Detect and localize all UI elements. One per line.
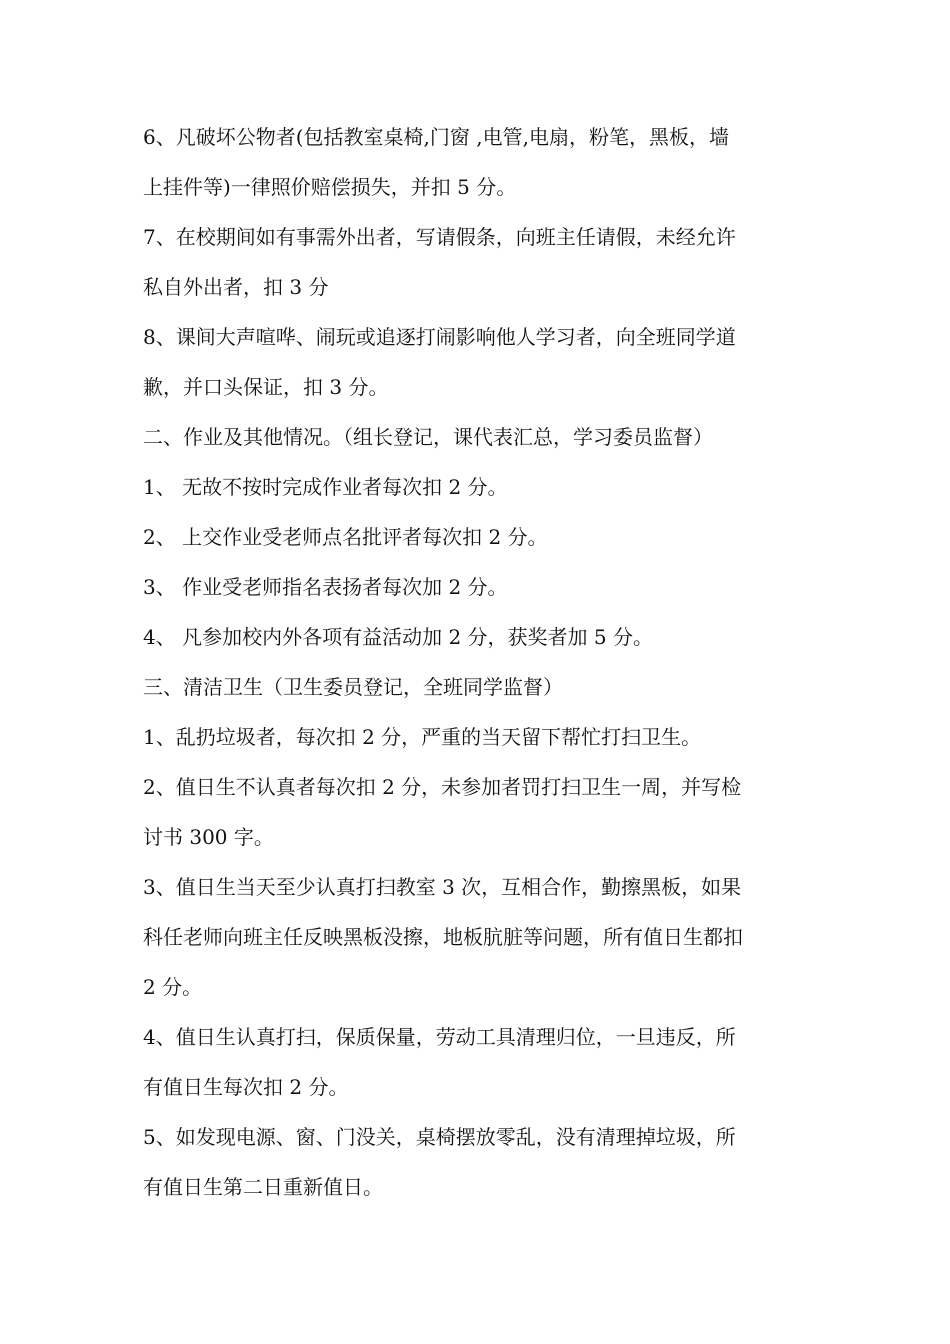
text-line-20: 有值日生每次扣 2 分。	[143, 1075, 349, 1099]
text-line-5: 8、课间大声喧哗、闹玩或追逐打闹影响他人学习者，向全班同学道	[143, 325, 736, 349]
text-line-11: 4、 凡参加校内外各项有益活动加 2 分，获奖者加 5 分。	[143, 625, 653, 649]
text-line-19: 4、值日生认真打扫，保质保量，劳动工具清理归位，一旦违反，所	[143, 1025, 736, 1049]
text-line-2: 上挂件等)一律照价赔偿损失，并扣 5 分。	[143, 175, 517, 199]
text-line-8: 1、 无故不按时完成作业者每次扣 2 分。	[143, 475, 508, 499]
text-line-14: 2、值日生不认真者每次扣 2 分，未参加者罚打扫卫生一周，并写检	[143, 775, 742, 799]
text-line-15: 讨书 300 字。	[143, 825, 274, 849]
text-line-21: 5、如发现电源、窗、门没关，桌椅摆放零乱，没有清理掉垃圾，所	[143, 1125, 736, 1149]
text-line-4: 私自外出者，扣 3 分	[143, 275, 329, 299]
text-line-1: 6、凡破坏公物者(包括教室桌椅,门窗 ,电管,电扇，粉笔，黑板，墙	[143, 125, 729, 149]
text-line-17: 科任老师向班主任反映黑板没擦，地板肮脏等问题，所有值日生都扣	[143, 925, 743, 949]
text-line-9: 2、 上交作业受老师点名批评者每次扣 2 分。	[143, 525, 548, 549]
text-line-13: 1、乱扔垃圾者，每次扣 2 分，严重的当天留下帮忙打扫卫生。	[143, 725, 702, 749]
text-line-22: 有值日生第二日重新值日。	[143, 1175, 383, 1199]
text-line-16: 3、值日生当天至少认真打扫教室 3 次，互相合作，勤擦黑板，如果	[143, 875, 742, 899]
section-heading-3: 三、清洁卫生（卫生委员登记，全班同学监督）	[143, 675, 563, 699]
text-line-10: 3、 作业受老师指名表扬者每次加 2 分。	[143, 575, 508, 599]
section-heading-2: 二、作业及其他情况。（组长登记，课代表汇总，学习委员监督）	[143, 425, 713, 449]
text-line-6: 歉，并口头保证，扣 3 分。	[143, 375, 389, 399]
text-line-18: 2 分。	[143, 975, 203, 999]
text-line-3: 7、在校期间如有事需外出者，写请假条，向班主任请假，未经允许	[143, 225, 736, 249]
